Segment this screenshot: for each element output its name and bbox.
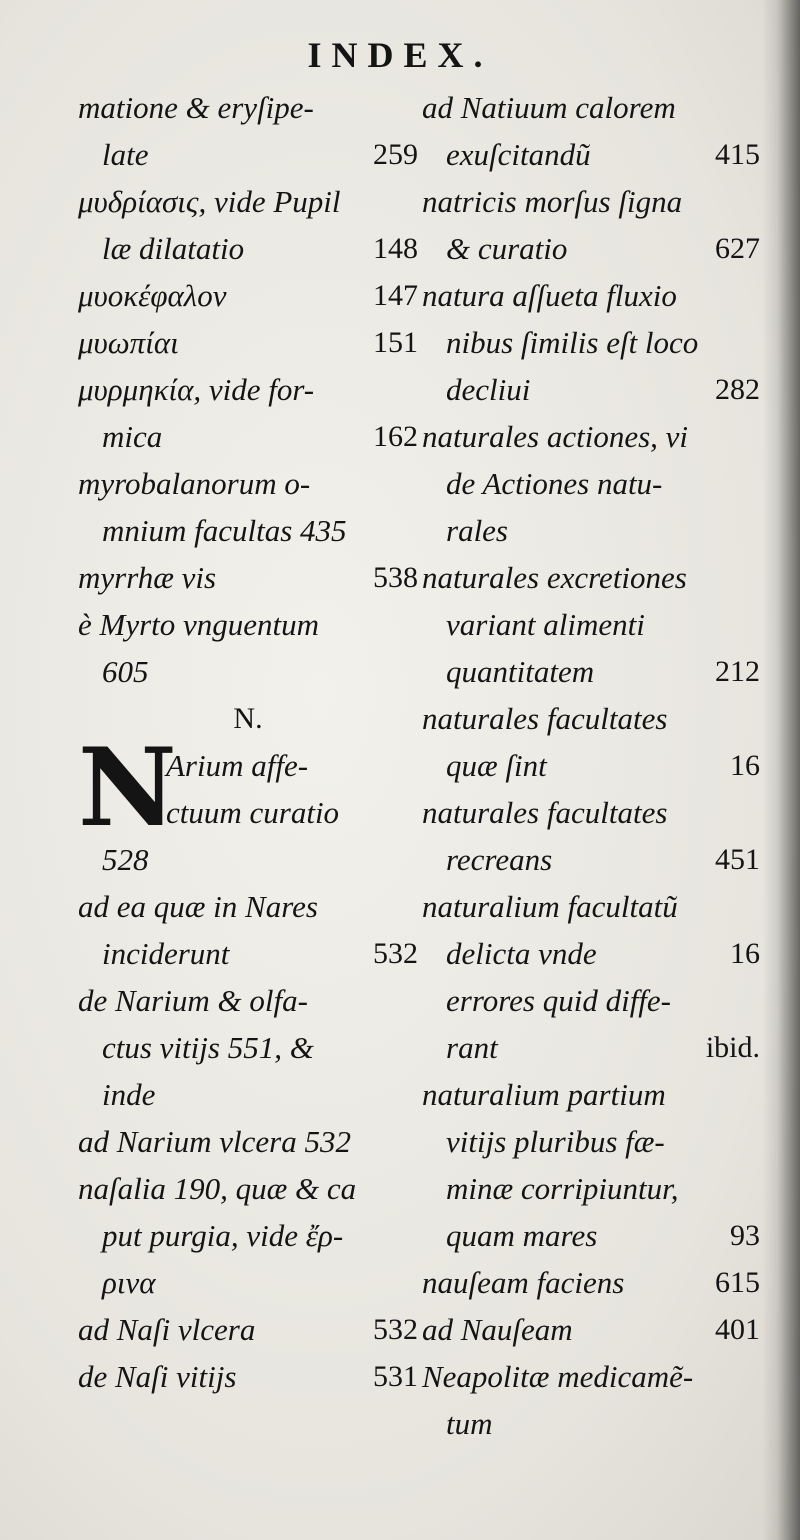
entry-text: naturalium partium — [422, 1077, 666, 1112]
entry-text: de Naſi vitijs — [78, 1359, 237, 1394]
section-letter: N. — [233, 702, 263, 735]
entry-page-number: 401 — [715, 1313, 760, 1346]
entry-text: mica — [102, 419, 163, 454]
entry-text: naturales excretiones — [422, 560, 687, 595]
index-entry-line — [422, 554, 760, 601]
entry-page-number: 93 — [730, 1219, 760, 1252]
entry-text: quam mares — [446, 1218, 598, 1253]
index-entry-line — [78, 1259, 418, 1306]
entry-text: naturalium facultatũ — [422, 889, 678, 924]
dropcap-letter: N — [78, 725, 177, 851]
entry-page-number: 212 — [715, 655, 760, 688]
entry-text: myrobalanorum o- — [78, 466, 311, 501]
index-entry-line — [78, 1306, 418, 1353]
entry-text: put purgia, vide ἔρ- — [102, 1218, 344, 1253]
index-entry-line — [422, 1306, 760, 1353]
index-entry-line — [422, 1212, 760, 1259]
entry-text: è Myrto vnguentum — [78, 607, 320, 642]
index-entry-line — [422, 319, 760, 366]
index-entry-line — [422, 413, 760, 460]
index-entry-line — [422, 836, 760, 883]
entry-page-number: 615 — [715, 1266, 760, 1299]
index-entry-line — [422, 1071, 760, 1118]
index-entry-line — [422, 648, 760, 695]
index-entry-line — [422, 507, 760, 554]
index-entry-line — [78, 883, 418, 930]
index-entry-line — [78, 178, 418, 225]
entry-text: μυωπίαι — [78, 325, 179, 360]
entry-text: nauſeam faciens — [422, 1265, 625, 1300]
index-entry-line — [422, 131, 760, 178]
entry-page-number: 532 — [373, 1313, 418, 1346]
index-entry-line — [78, 225, 418, 272]
entry-text: delicta vnde — [446, 936, 597, 971]
entry-text: recreans — [446, 842, 553, 877]
entry-text: tum — [446, 1406, 493, 1441]
entry-text: 528 — [102, 842, 149, 877]
entry-text: naſalia 190, quæ & ca — [78, 1171, 357, 1206]
right-entries — [422, 84, 760, 1447]
index-entry-line — [78, 1071, 418, 1118]
entry-page-number: 259 — [373, 138, 418, 171]
entry-text: exuſcitandũ — [446, 137, 591, 172]
index-entry-line — [78, 1353, 418, 1400]
entry-text: naturales actiones, vi — [422, 419, 689, 454]
index-entry-line — [78, 84, 418, 131]
entry-page-number: 415 — [715, 138, 760, 171]
entry-page-number: 282 — [715, 373, 760, 406]
entry-text: inde — [102, 1077, 156, 1112]
index-entry-line — [78, 507, 418, 554]
index-entry-line — [422, 977, 760, 1024]
entry-text: natricis morſus ſigna — [422, 184, 683, 219]
entry-text: minæ corripiuntur, — [446, 1171, 679, 1206]
index-entry-line — [422, 1024, 760, 1071]
entry-text: ρινα — [102, 1265, 156, 1300]
index-entry-line — [422, 1118, 760, 1165]
dropcap-entry — [78, 725, 418, 851]
index-entry-line — [78, 272, 418, 319]
index-entry-line — [422, 1400, 760, 1447]
index-entry-line — [78, 836, 418, 883]
binding-shadow — [762, 0, 800, 1540]
entry-text: μυρμηκία, vide for- — [78, 372, 315, 407]
entry-text: læ dilatatio — [102, 231, 245, 266]
entry-text: ad ea quæ in Nares — [78, 889, 318, 924]
index-entry-line — [422, 1353, 760, 1400]
entry-page-number: 151 — [373, 326, 418, 359]
index-entry-line — [78, 601, 418, 648]
entry-text: decliui — [446, 372, 531, 407]
entry-page-number: 16 — [730, 749, 760, 782]
index-entry-line — [78, 1024, 418, 1071]
index-entry-line — [422, 930, 760, 977]
entry-text: errores quid diffe- — [446, 983, 672, 1018]
index-entry-line — [422, 460, 760, 507]
dropcap-line-2: ctuum curatio — [166, 795, 340, 830]
entry-page-number: 538 — [373, 561, 418, 594]
left-entries-n — [78, 836, 418, 1400]
entry-text: quæ ſint — [446, 748, 547, 783]
entry-text: μυοκέφαλον — [78, 278, 227, 313]
page-header: INDEX. — [307, 35, 493, 75]
entry-text: myrrhæ vis — [78, 560, 217, 595]
left-entries-m — [78, 84, 418, 695]
index-entry-line — [78, 131, 418, 178]
index-entry-line — [78, 1165, 418, 1212]
entry-text: quantitatem — [446, 654, 595, 689]
entry-text: inciderunt — [102, 936, 230, 971]
entry-text: ad Naſi vlcera — [78, 1312, 256, 1347]
entry-text: μυδρίασις, vide Pupil — [78, 184, 341, 219]
entry-text: ad Natiuum calorem — [422, 90, 676, 125]
dropcap-line-1: Arium affe- — [166, 748, 309, 783]
entry-text: matione & eryſipe- — [78, 90, 314, 125]
entry-text: 605 — [102, 654, 149, 689]
entry-page-number: 531 — [373, 1360, 418, 1393]
index-entry-line — [78, 554, 418, 601]
index-entry-line — [422, 742, 760, 789]
entry-page-number: 148 — [373, 232, 418, 265]
index-entry-line — [422, 883, 760, 930]
index-entry-line — [422, 1259, 760, 1306]
entry-text: naturales facultates — [422, 795, 668, 830]
index-entry-line — [78, 1118, 418, 1165]
index-entry-line — [78, 977, 418, 1024]
entry-page-number: 627 — [715, 232, 760, 265]
entry-page-number: 532 — [373, 937, 418, 970]
entry-text: variant alimenti — [446, 607, 645, 642]
index-entry-line — [422, 178, 760, 225]
entry-text: de Narium & olfa- — [78, 983, 308, 1018]
right-column — [422, 84, 760, 1447]
entry-text: natura aſſueta fluxio — [422, 278, 677, 313]
index-entry-line — [78, 413, 418, 460]
entry-text: ad Narium vlcera 532 — [78, 1124, 351, 1159]
entry-text: rant — [446, 1030, 498, 1065]
entry-text: & curatio — [446, 231, 568, 266]
index-entry-line — [422, 789, 760, 836]
index-entry-line — [78, 460, 418, 507]
entry-text: ctus vitijs 551, & — [102, 1030, 314, 1065]
index-entry-line — [422, 1165, 760, 1212]
index-entry-line — [422, 601, 760, 648]
index-entry-line — [422, 225, 760, 272]
entry-text: nibus ſimilis eſt loco — [446, 325, 699, 360]
entry-text: Neapolitæ medicamẽ- — [422, 1359, 694, 1394]
index-entry-line — [78, 366, 418, 413]
index-entry-line — [78, 930, 418, 977]
index-entry-line — [422, 366, 760, 413]
index-entry-line — [422, 695, 760, 742]
left-column — [78, 84, 418, 1400]
index-entry-line — [78, 1212, 418, 1259]
entry-text: naturales facultates — [422, 701, 668, 736]
entry-text: rales — [446, 513, 508, 548]
entry-text: vitijs pluribus fæ- — [446, 1124, 665, 1159]
index-entry-line — [78, 648, 418, 695]
entry-text: de Actiones natu- — [446, 466, 663, 501]
entry-text: late — [102, 137, 149, 172]
index-entry-line — [422, 84, 760, 131]
index-entry-line — [422, 272, 760, 319]
entry-page-number: 162 — [373, 420, 418, 453]
entry-text: mnium facultas 435 — [102, 513, 347, 548]
entry-page-number: 16 — [730, 937, 760, 970]
entry-text: ad Nauſeam — [422, 1312, 573, 1347]
entry-page-number: 147 — [373, 279, 418, 312]
index-entry-line — [78, 319, 418, 366]
entry-page-number: 451 — [715, 843, 760, 876]
entry-page-number: ibid. — [705, 1031, 760, 1064]
